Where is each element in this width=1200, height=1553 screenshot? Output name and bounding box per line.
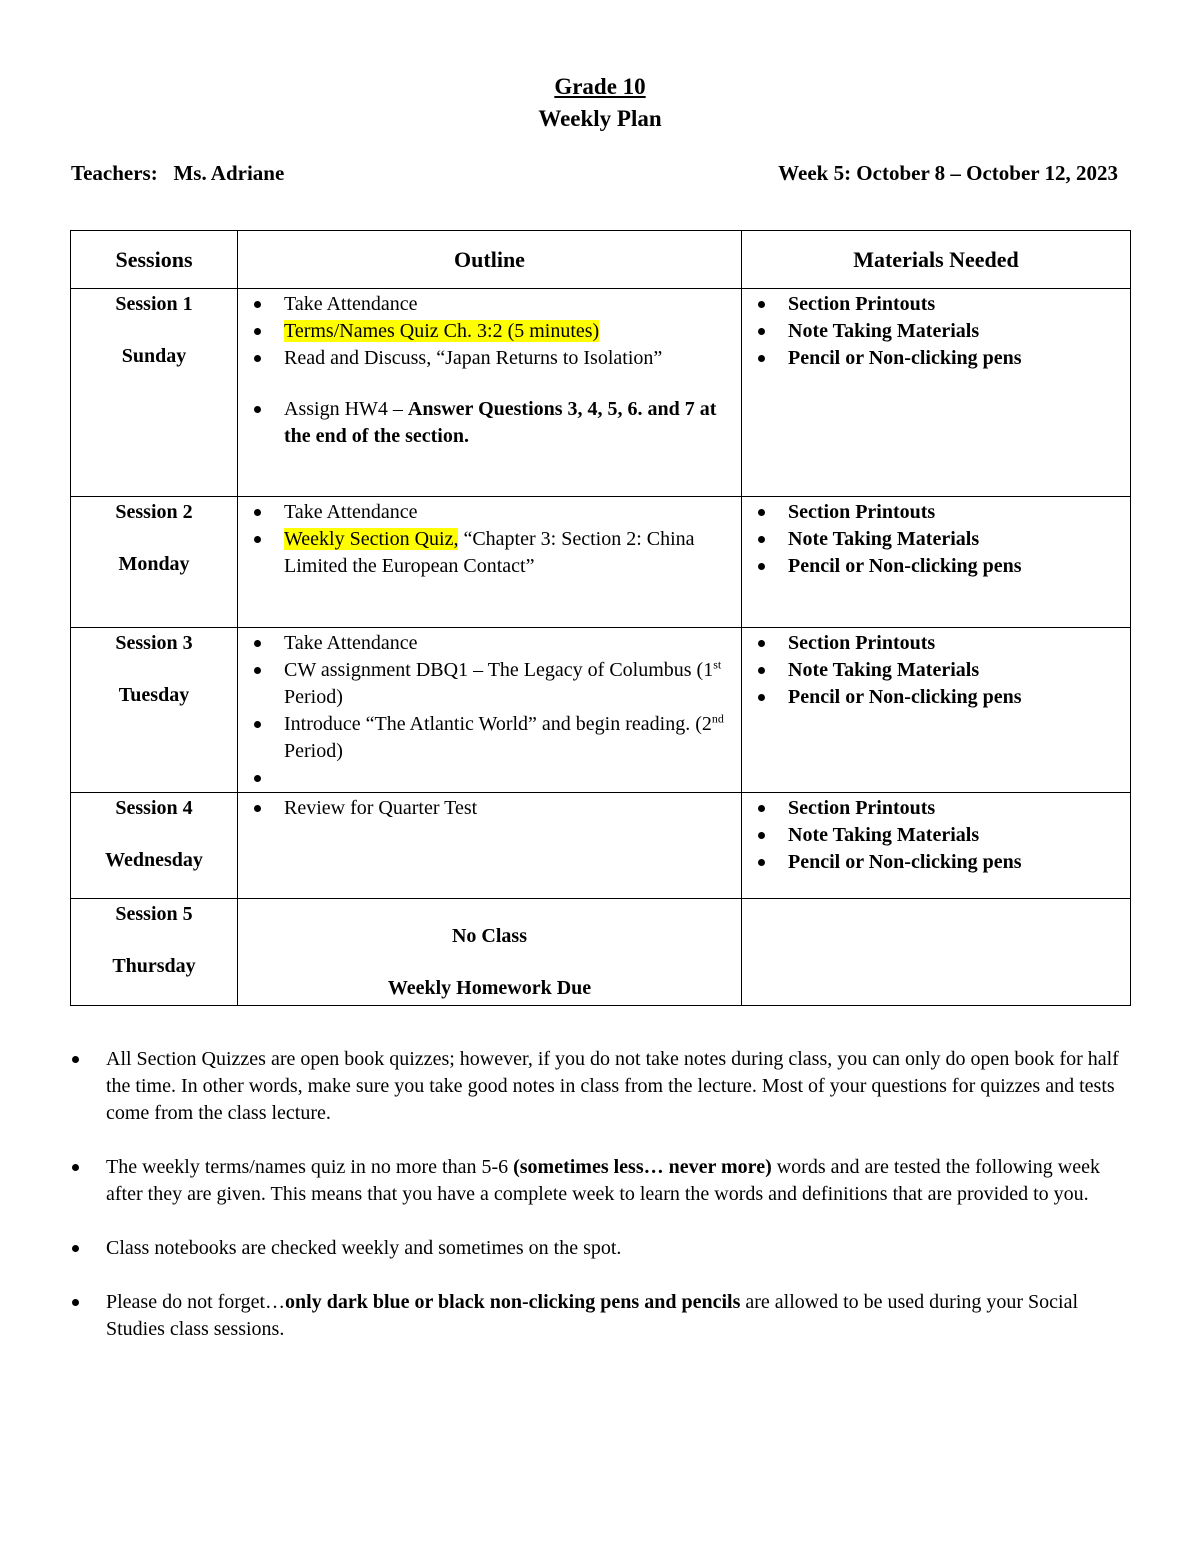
note-item <box>106 1154 1136 1208</box>
list-item <box>284 526 731 580</box>
superscript: st <box>713 657 722 672</box>
note-item <box>106 1289 1136 1343</box>
materials-cell <box>742 628 1131 793</box>
outline-cell <box>238 289 742 497</box>
bold-text: (sometimes less… never more) <box>513 1156 772 1178</box>
list-item: Read and Discuss, “Japan Returns to Isolation” <box>284 345 731 372</box>
item-text: Period) <box>284 686 343 708</box>
item-text: “Chapter 3: Section 2: China Limited the European Contact” <box>284 528 695 577</box>
homework-due-text: Weekly Homework Due <box>387 977 592 999</box>
session-cell <box>71 289 238 497</box>
bold-text: Answer Questions 3, 4, 5, 6. and 7 at the end of the section. <box>284 398 717 447</box>
list-item <box>284 396 731 450</box>
outline-cell <box>238 497 742 628</box>
document-subtitle: Weekly Plan <box>538 106 662 131</box>
table-row <box>71 497 1131 628</box>
table-row <box>71 899 1131 1006</box>
materials-cell <box>742 289 1131 497</box>
table-row <box>71 289 1131 497</box>
week-range: Week 5: October 8 – October 12, 2023 <box>778 161 1118 185</box>
list-item: Section Printouts <box>788 499 1120 526</box>
teachers-line <box>71 161 284 186</box>
list-item: Pencil or Non-clicking pens <box>788 684 1120 711</box>
session-label: Session 2 <box>115 501 193 523</box>
header-sessions: Sessions <box>71 231 238 289</box>
session-day: Sunday <box>121 345 187 367</box>
list-item: Pencil or Non-clicking pens <box>788 553 1120 580</box>
list-item: Note Taking Materials <box>788 526 1120 553</box>
session-day: Tuesday <box>118 684 190 706</box>
session-day: Thursday <box>112 955 196 977</box>
table-header-row <box>71 231 1131 289</box>
list-item: Section Printouts <box>788 291 1120 318</box>
document-title: Grade 10 <box>554 74 646 99</box>
session-cell <box>71 628 238 793</box>
materials-cell <box>742 793 1131 899</box>
session-label: Session 1 <box>115 293 193 315</box>
no-class-text: No Class <box>451 925 527 947</box>
outline-cell <box>238 793 742 899</box>
header-materials: Materials Needed <box>742 231 1131 289</box>
list-item: Take Attendance <box>284 291 731 318</box>
list-item: Note Taking Materials <box>788 822 1120 849</box>
list-item: Review for Quarter Test <box>284 795 731 822</box>
session-label: Session 3 <box>115 632 193 654</box>
list-item: Take Attendance <box>284 630 731 657</box>
note-text: The weekly terms/names quiz in no more than 5-6 <box>106 1156 514 1178</box>
item-text: Assign HW4 – <box>284 398 408 420</box>
session-cell <box>71 899 238 1006</box>
session-cell <box>71 497 238 628</box>
note-text: words and are tested the following week after they are given. This means that you have a complete week to learn the words and definitions that are provided to you. <box>106 1156 1100 1205</box>
empty-list-item <box>284 765 731 792</box>
list-item: Pencil or Non-clicking pens <box>788 345 1120 372</box>
item-text: CW assignment DBQ1 – The Legacy of Columbus (1 <box>284 659 714 681</box>
header-outline: Outline <box>238 231 742 289</box>
weekly-plan-table <box>70 230 1131 1006</box>
list-item: Section Printouts <box>788 630 1120 657</box>
session-label: Session 4 <box>115 797 193 819</box>
superscript: nd <box>711 711 724 726</box>
list-item <box>284 711 731 765</box>
note-text: Please do not forget… <box>106 1291 286 1313</box>
item-text: Introduce “The Atlantic World” and begin reading. (2 <box>284 713 712 735</box>
notes-list <box>106 1046 1136 1370</box>
materials-cell <box>742 497 1131 628</box>
table-row <box>71 793 1131 899</box>
item-text: Period) <box>284 740 343 762</box>
highlighted-text: Weekly Section Quiz, <box>284 528 459 550</box>
bold-text: only dark blue or black non-clicking pens and pencils <box>285 1291 741 1313</box>
session-cell <box>71 793 238 899</box>
teacher-name: Ms. Adriane <box>173 161 285 185</box>
highlighted-text: Terms/Names Quiz Ch. 3:2 (5 minutes) <box>284 320 600 342</box>
session-day: Wednesday <box>105 849 203 871</box>
materials-cell <box>742 899 1131 1006</box>
session-label: Session 5 <box>115 903 193 925</box>
session-day: Monday <box>118 553 190 575</box>
note-item: Class notebooks are checked weekly and sometimes on the spot. <box>106 1235 1136 1262</box>
list-item <box>284 657 731 711</box>
note-text: are allowed to be used during your Social Studies class sessions. <box>106 1291 1079 1340</box>
list-item: Note Taking Materials <box>788 318 1120 345</box>
list-item <box>284 318 731 345</box>
list-item: Pencil or Non-clicking pens <box>788 849 1120 876</box>
note-item: All Section Quizzes are open book quizzes; however, if you do not take notes during class, you can only do open book for half the time. In other words, make sure you take good notes in class from the lecture. Most of your questions for quizzes and tests come from the class lecture. <box>106 1046 1136 1127</box>
list-item: Take Attendance <box>284 499 731 526</box>
outline-cell <box>238 899 742 1006</box>
teachers-label: Teachers: <box>71 161 158 185</box>
list-item: Section Printouts <box>788 795 1120 822</box>
outline-cell <box>238 628 742 793</box>
list-item: Note Taking Materials <box>788 657 1120 684</box>
table-row <box>71 628 1131 793</box>
